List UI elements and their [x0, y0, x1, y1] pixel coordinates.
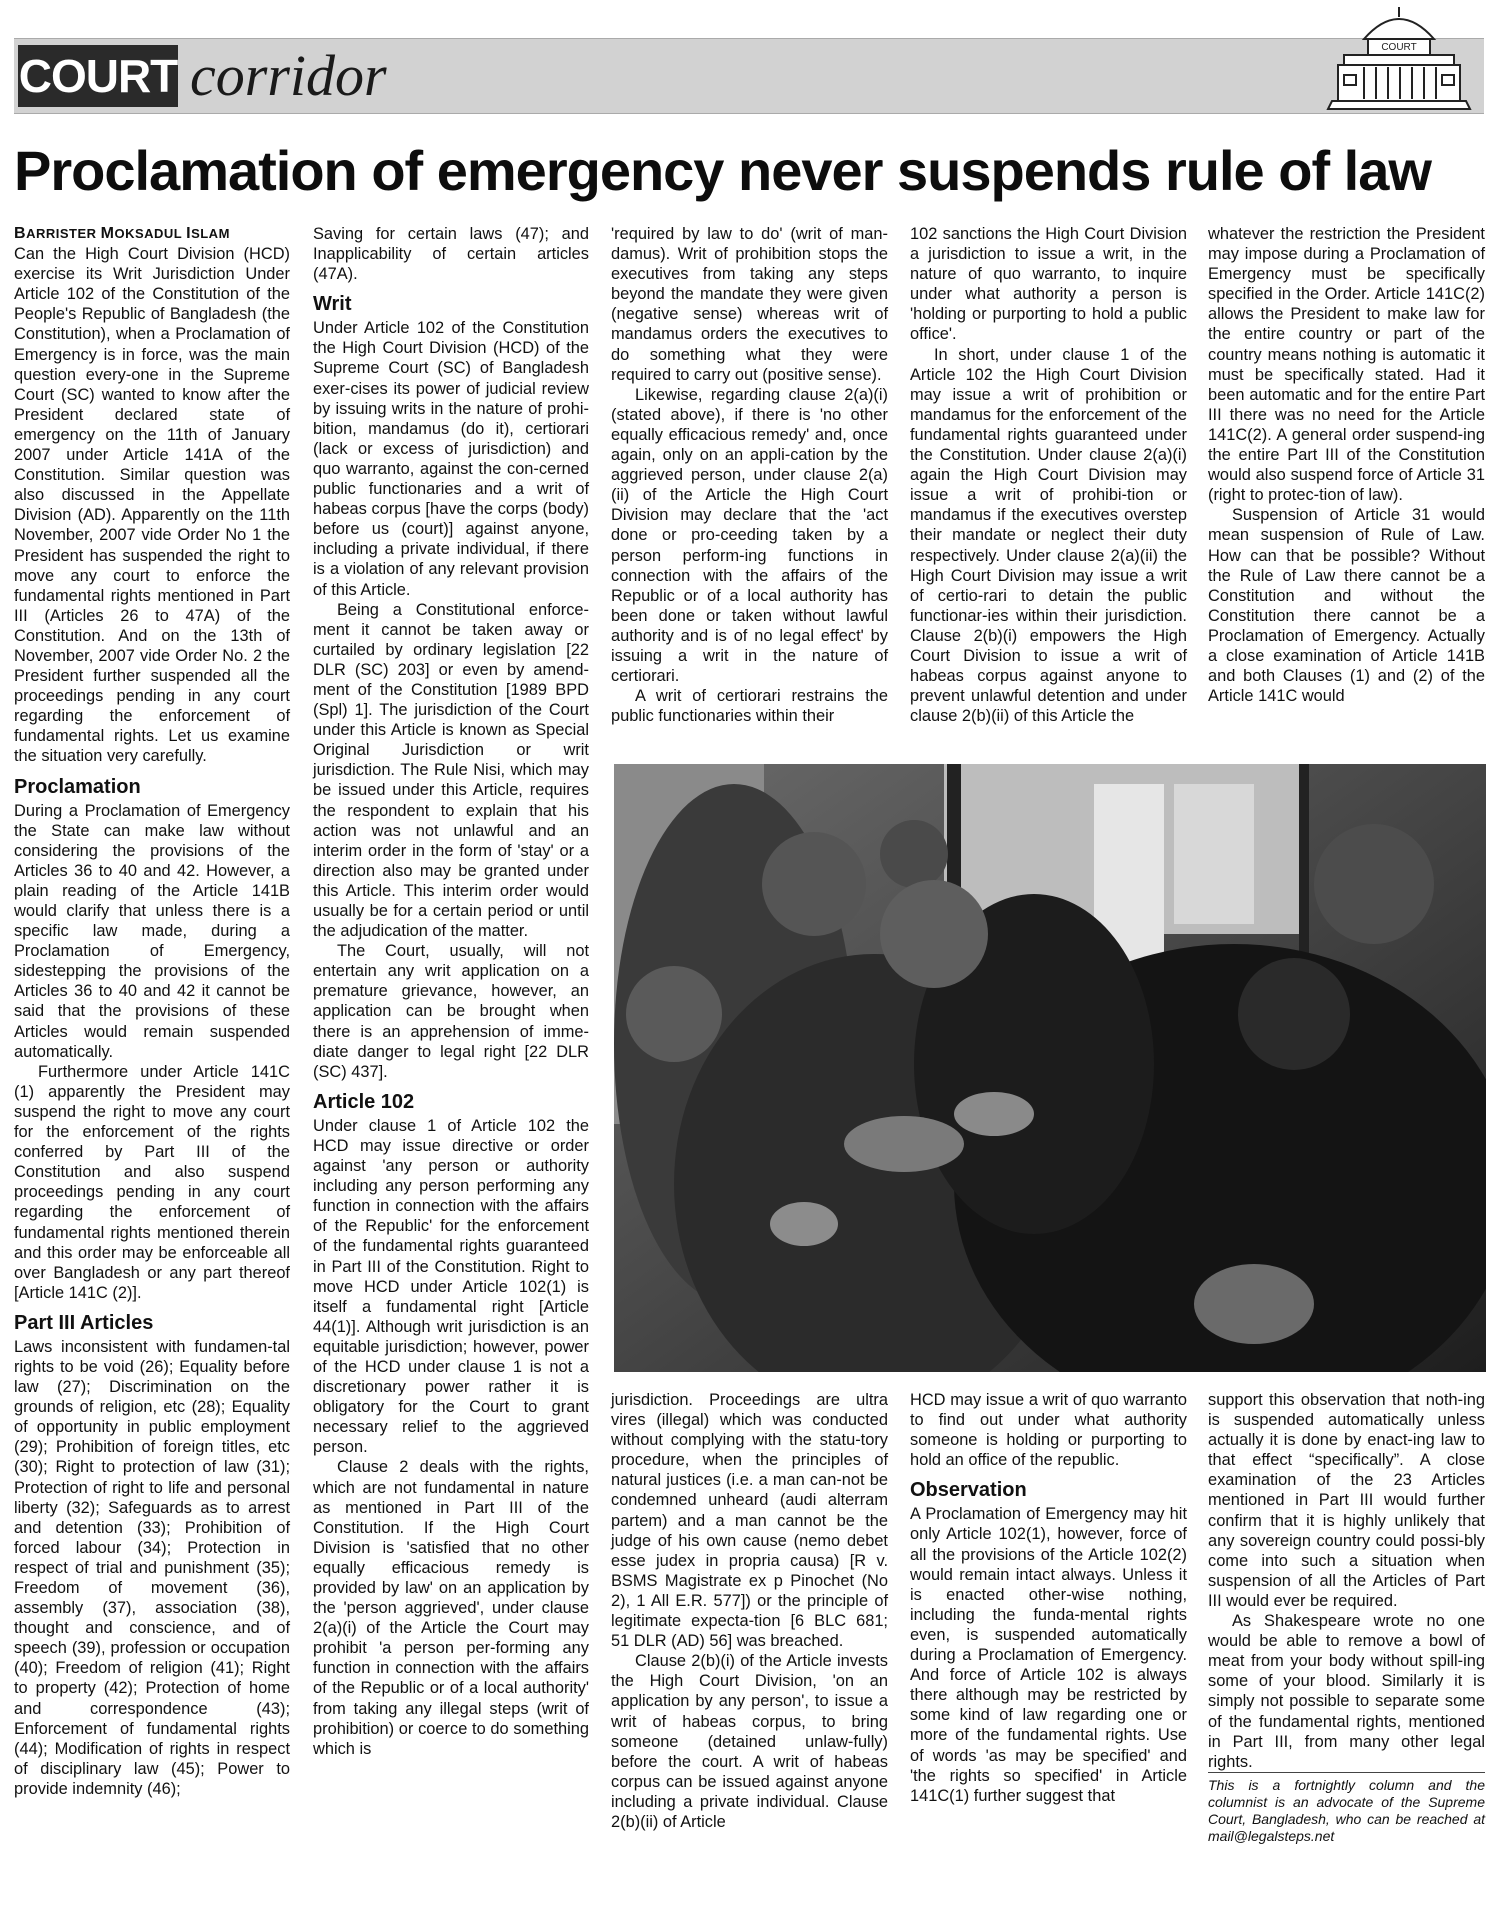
section-heading-part-iii: Part III Articles: [14, 1311, 154, 1334]
masthead: [14, 38, 1484, 114]
paragraph: Can the High Court Division (HCD) exercise its Writ Jurisdiction Under Article 102 of the Constitution of the People's Republic of Bangladesh (the Constitution), when a Proclamation of Emergency is in force, was the main question every-one in the Supreme Court (SC) wanted to know after the President declared state of emergency on the 11th of January 2007 under Article 141A of the Constitution. Similar question was also discussed in the Appellate Division (AD). Apparently on the 11th November, 2007 vide Order No 1 the President has suspended the right to move any court to enforce the fundamental rights mentioned in Part III (Articles 26 to 47A) of the Constitution. And on the 13th of November, 2007 vide Order No. 2 the President further suspended all the proceedings pending in any court regarding the enforcement of fundamental rights. Let us examine the situation very carefully.: [14, 245, 290, 766]
paragraph: Laws inconsistent with fundamen-tal rights to be void (26); Equality before law (27); Discrimination on the grounds of religion, etc (28); Equality of opportunity in public employment (29); Prohibition of foreign titles, etc (30); Right to protection of law (31); Protection of right to life and personal liberty (32); Safeguards as to arrest and detention (33); Prohibition of forced labour (34); Protection in respect of trial and punishment (35); Freedom of movement (36), assembly (37), association (38), thought and conscience, and of speech (39), profession or occupation (40); Freedom of religion (41); Right to property (42); Protection of home and correspondence (43); Enforcement of fundamental rights (44); Modification of rights in respect of disciplinary law (45); Power to provide indemnity (46);: [14, 1337, 290, 1798]
column-3: [611, 224, 888, 726]
news-photo: [614, 764, 1486, 1372]
column-1: [14, 224, 290, 1799]
headline: Proclamation of emergency never suspends rule of law: [14, 139, 1431, 202]
column-3-continued: [611, 1390, 888, 1832]
paragraph: support this observation that noth-ing is suspended automatically unless actually it is done by enact-ing law to that effect “specifically”. A close examination of the 23 Articles mentioned in Part III would further confirm that it is highly unlikely that any sovereign country could possi-bly come into such a situation when suspension of all the Articles of Part III would ever be required.: [1208, 1391, 1485, 1610]
section-heading-observation: Observation: [910, 1479, 1027, 1502]
paragraph: jurisdiction. Proceedings are ultra vires (illegal) which was conducted without complying with the statu-tory procedure, when the principles of natural justices (i.e. a man can-not be condemned unheard (audi alterram partem) and a man cannot be the judge of his own cause (nemo debet esse judex in propria causa) [R v. BSMS Magistrate ex p Pinochet (No 2), 1 All E.R. 577]) or the principle of legitimate expecta-tion [6 BLC 681; 51 DLR (AD) 56] was breached.: [611, 1391, 888, 1651]
column-4-continued: [910, 1390, 1187, 1806]
paragraph: 102 sanctions the High Court Division a jurisdiction to issue a writ, in the nature of quo warranto, to inquire under what authority a person is 'holding or purporting to hold a public office'.: [910, 225, 1187, 344]
paragraph: Under Article 102 of the Constitution the High Court Division (HCD) of the Supreme Court (SC) of Bangladesh exer-cises its power of judicial review by issuing writs in the nature of prohi-bition, mandamus (do it), certiorari (lack or excess of jurisdiction) and quo warranto, against the con-cerned public functionaries and a writ of habeas corpus [have the corps (body) before us (court)] against anyone, including a private individual, if there is a violation of any relevant provision of this Article.: [313, 319, 589, 599]
paragraph: Under clause 1 of Article 102 the HCD may issue directive or order against 'any person or authority including any person performing any function in connection with the affairs of the Republic' for the enforcement of the fundamental rights guaranteed in Part III of the Constitution. Right to move HCD under Article 102(1) is itself a fundamental right [Article 44(1)]. Although writ jurisdiction is an equitable jurisdiction; however, power of the HCD under clause 1 is not a discretionary power rather it is obligatory for the Court to grant necessary relief to the aggrieved person.: [313, 1116, 589, 1457]
paragraph: 'required by law to do' (writ of man-damus). Writ of prohibition stops the executives from taking any steps beyond the mandate they were given (negative sense) whereas writ of mandamus orders the executives to do something what they were required to carry out (positive sense).: [611, 225, 888, 384]
paragraph: Saving for certain laws (47); and Inapplicability of certain articles (47A).: [313, 225, 589, 284]
paragraph: HCD may issue a writ of quo warranto to find out under what authority someone is holding or purporting to hold an office of the republic.: [910, 1391, 1187, 1470]
masthead-court-label: COURT: [18, 45, 178, 107]
paragraph: A writ of certiorari restrains the public functionaries within their: [611, 687, 888, 726]
paragraph: Likewise, regarding clause 2(a)(i) (stated above), if there is 'no other equally efficacious remedy' and, once again, only on an appli-cation by the aggrieved person, under clause 2(a)(ii) of the Article the High Court Division may declare that the 'act done or pro-ceeding taken by a person perform-ing functions in connection with the affairs of the Republic or of a local authority has been done or taken without lawful authority and is of no legal effect' by issuing a writ in the nature of certiorari.: [611, 385, 888, 686]
paragraph: The Court, usually, will not entertain any writ application on a premature grievance, however, an application can be brought when there is an apprehension of imme-diate danger to legal right [22 DLR (SC) 437].: [313, 942, 589, 1081]
paragraph: Being a Constitutional enforce-ment it cannot be taken away or curtailed by ordinary legislation [22 DLR (SC) 203] or even by amend-ment of the Constitution [1989 BPD (Spl) 1]. The jurisdiction of the Court under this Article is known as Special Original Jurisdiction or writ jurisdiction. The Rule Nisi, which may be issued under this Article, requires the respondent to explain that his action was not unlawful and an interim order in the form of 'stay' or a direction also may be granted under this Article. This interim order would usually be for a certain period or until the adjudication of the matter.: [313, 600, 589, 941]
paragraph: In short, under clause 1 of the Article 102 the High Court Division may issue a writ of prohibition or mandamus for the enforcement of the fundamental rights guaranteed under the Constitution. Under clause 2(a)(i) again the High Court Division may issue a writ of prohibi-tion or mandamus if the executives overstep their mandate or neglect their duty respectively. Under clause 2(a)(ii) the High Court Division may issue a writ of certio-rari to detain the public functionar-ies within their jurisdiction. Clause 2(b)(i) empowers the High Court Division to issue a writ of habeas corpus against anyone to prevent unlawful detention and under clause 2(b)(ii) of this Article the: [910, 345, 1187, 726]
byline: BARRISTER MOKSADUL ISLAM: [14, 225, 230, 242]
paragraph: During a Proclamation of Emergency the State can make law without considering the provisions of the Articles 36 to 40 and 42. However, a plain reading of the Article 141B would clarify that unless there is a specific law made, during a Proclamation of Emergency, sidestepping the provisions of the Articles 36 to 40 and 42 it cannot be said that the provisions of these Articles would remain suspended automatically.: [14, 801, 290, 1061]
paragraph: Clause 2 deals with the rights, which are not fundamental in nature as mentioned in Part III of the Constitution. If the High Court Division is 'satisfied that no other equally efficacious remedy is provided by law' on an application by the 'person aggrieved', under clause 2(a)(i) of the Article the Court may prohibit 'a person per-forming any function in connection with the affairs of the Republic or of a local authority' from taking any illegal steps (writ of prohibition) or coerce to do something which is: [313, 1458, 589, 1758]
column-5-continued: [1208, 1390, 1485, 1845]
svg-text:COURT: COURT: [1381, 42, 1417, 53]
section-heading-proclamation: Proclamation: [14, 775, 141, 798]
section-heading-writ: Writ: [313, 293, 352, 316]
column-4: [910, 224, 1187, 726]
photo-illustration: [614, 764, 1486, 1372]
paragraph: Furthermore under Article 141C (1) apparently the President may suspend the right to move any court for the enforcement of the rights conferred by Part III of the Constitution and also suspend proceedings pending in any court regarding the enforcement of fundamental rights mentioned therein and this order may be enforceable all over Bangladesh or any part thereof [Article 141C (2)].: [14, 1062, 290, 1302]
masthead-corridor-label: corridor: [190, 43, 387, 108]
paragraph: Suspension of Article 31 would mean suspension of Rule of Law. How can that be possible? Without the Rule of Law there cannot be a Constitution and without the Constitution there cannot be a Proclamation of Emergency. Actually a close examination of Article 141B and both Clauses (1) and (2) of the Article 141C would: [1208, 506, 1485, 706]
court-building-icon: [1324, 5, 1474, 115]
paragraph: whatever the restriction the President may impose during a Proclamation of Emergency must be specifically specified in the Order. Article 141C(2) allows the President to make law for the entire country or part of the country means nothing is automatic it must be specifically stated. Had it been automatic and for the entire Part III there was no need for the Article 141C(2). A general order suspend-ing the entire Part III of the Constitution would also suspend force of Article 31 (right to protec-tion of law).: [1208, 225, 1485, 505]
paragraph: A Proclamation of Emergency may hit only Article 102(1), however, force of all the provisions of the Article 102(2) would remain intact always. Unless it is enacted other-wise nothing, including the funda-mental rights even, is suspended automatically during a Proclamation of Emergency. And force of Article 102 is always there although may be restricted by some kind of law regarding one or more of the fundamental rights. Use of words 'as may be specified' and 'the rights so specified' in Article 141C(1) further suggest that: [910, 1505, 1187, 1805]
column-2: [313, 224, 589, 1759]
paragraph: As Shakespeare wrote no one would be able to remove a bowl of meat from your body without spill-ing some of your blood. Similarly it is simply not possible to separate some of the fundamental rights, mentioned in Part III, from many other legal rights.: [1208, 1612, 1485, 1771]
author-bio: This is a fortnightly column and the columnist is an advocate of the Supreme Court, Bangladesh, who can be reached at mail@legalsteps.net: [1208, 1772, 1485, 1845]
column-5: [1208, 224, 1485, 706]
paragraph: Clause 2(b)(i) of the Article invests the High Court Division, 'on an application by any person', to issue a writ of habeas corpus, to bring someone (detained unlaw-fully) before the court. A writ of habeas corpus can be issued against anyone including a private individual. Clause 2(b)(ii) of Article: [611, 1652, 888, 1831]
section-heading-article-102: Article 102: [313, 1090, 415, 1113]
